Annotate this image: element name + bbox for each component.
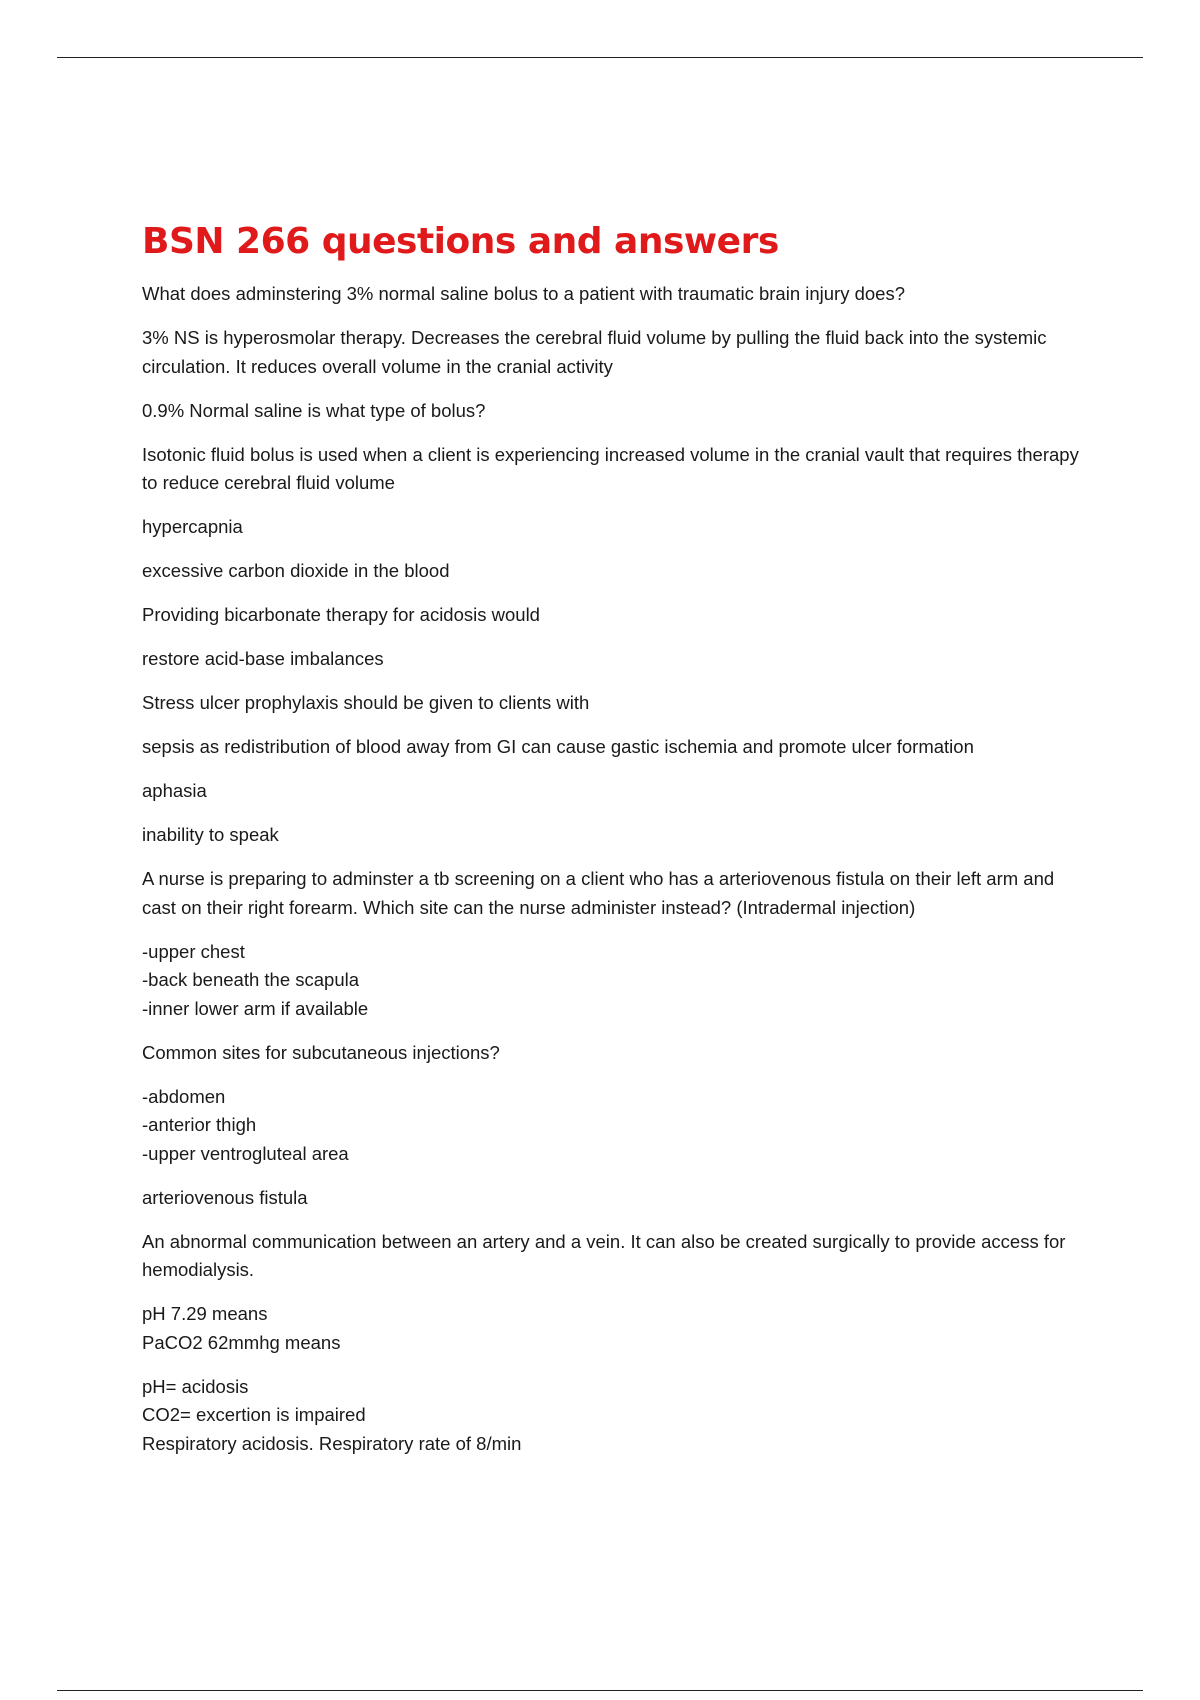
question-paragraph: pH 7.29 means PaCO2 62mmhg means [142, 1303, 341, 1353]
question-paragraph: Stress ulcer prophylaxis should be given to clients with [142, 692, 590, 713]
definition-paragraph: excessive carbon dioxide in the blood [142, 560, 450, 581]
header-rule [57, 57, 1143, 58]
question-paragraph: A nurse is preparing to adminster a tb screening on a client who has a arteriovenous fistula on their left arm and cast on their right forearm. Which site can the nurse administer instead? (Intradermal injection) [142, 868, 1055, 918]
footer-rule [57, 1690, 1143, 1691]
document-title: BSN 266 questions and answers [142, 221, 779, 262]
answer-list: -abdomen -anterior thigh -upper ventrogluteal area [142, 1085, 349, 1164]
answer-paragraph: restore acid-base imbalances [142, 648, 384, 669]
question-paragraph: 0.9% Normal saline is what type of bolus? [142, 399, 486, 421]
term-paragraph: arteriovenous fistula [142, 1186, 308, 1208]
document-body [142, 218, 1082, 1474]
definition-paragraph: inability to speak [142, 824, 279, 845]
answer-paragraph: Isotonic fluid bolus is used when a client is experiencing increased volume in the cranial vault that requires therapy to reduce cerebral fluid volume [142, 443, 1079, 493]
answer-paragraph: pH= acidosis CO2= excertion is impaired Respiratory acidosis. Respiratory rate of 8/min [142, 1375, 522, 1454]
answer-paragraph: sepsis as redistribution of blood away from GI can cause gastic ischemia and promote ulcer formation [142, 736, 974, 757]
term-paragraph: aphasia [142, 780, 207, 801]
question-paragraph: Providing bicarbonate therapy for acidosis would [142, 604, 540, 625]
definition-paragraph: An abnormal communication between an artery and a vein. It can also be created surgically to provide access for hemodialysis. [142, 1230, 1066, 1280]
answer-paragraph: 3% NS is hyperosmolar therapy. Decreases the cerebral fluid volume by pulling the fluid back into the systemic circulation. It reduces overall volume in the cranial activity [142, 327, 1047, 377]
term-paragraph: hypercapnia [142, 516, 243, 537]
question-paragraph: Common sites for subcutaneous injections? [142, 1041, 500, 1063]
answer-list: -upper chest -back beneath the scapula -inner lower arm if available [142, 940, 369, 1019]
question-paragraph: What does adminstering 3% normal saline bolus to a patient with traumatic brain injury does? [142, 283, 906, 304]
